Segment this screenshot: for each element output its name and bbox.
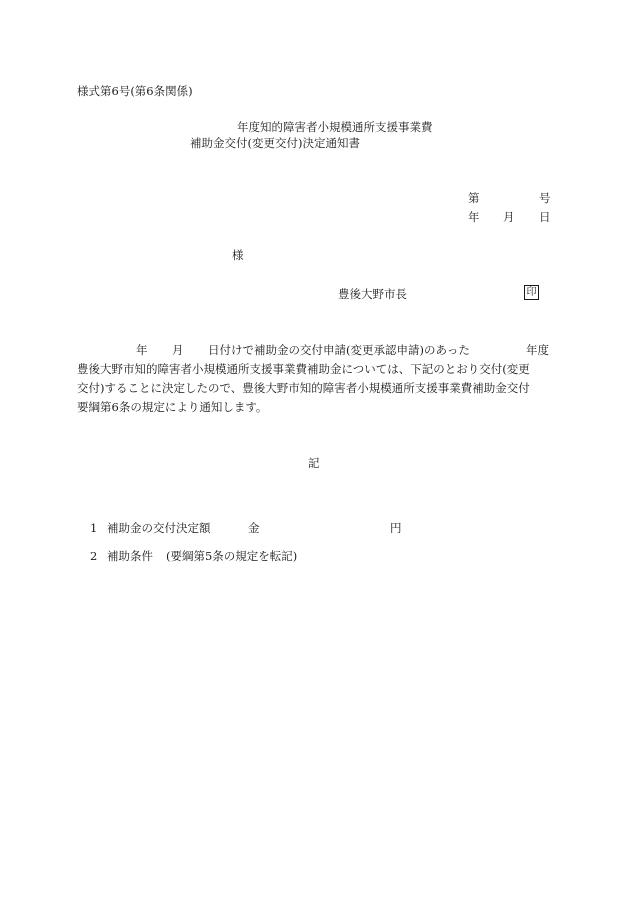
form-number: 様式第6号(第6条関係): [77, 84, 193, 98]
seal-icon: [524, 285, 539, 300]
addressee-honorific: 様: [232, 248, 244, 262]
item-label: 補助金の交付決定額: [107, 521, 211, 535]
body-line2: 豊後大野市知的障害者小規模通所支援事業費補助金については、下記のとおり交付(変更: [77, 362, 530, 376]
date-year: 年: [468, 210, 480, 224]
document-number-suffix: 号: [539, 191, 551, 205]
body-month: 月: [172, 343, 184, 357]
date-month: 月: [503, 210, 515, 224]
item-label: 補助条件: [107, 549, 153, 563]
document-number-prefix: 第: [468, 191, 480, 205]
document-title-line1: 年度知的障害者小規模通所支援事業費: [237, 120, 433, 134]
body-line4: 要綱第6条の規定により通知します。: [77, 400, 268, 414]
body-line1-text: 日付けで補助金の交付申請(変更承認申請)のあった: [208, 343, 470, 357]
amount-prefix: 金: [248, 521, 260, 535]
item-note: (要綱第5条の規定を転記): [166, 549, 298, 563]
item-number: 1: [90, 521, 98, 535]
document-title-line2: 補助金交付(変更交付)決定通知書: [190, 136, 360, 150]
seal-label: 印: [526, 286, 537, 298]
body-year: 年: [136, 343, 148, 357]
date-day: 日: [539, 210, 551, 224]
item-number: 2: [90, 549, 98, 563]
ki-heading: 記: [308, 456, 320, 470]
body-fiscal-year: 年度: [526, 343, 549, 357]
amount-unit: 円: [390, 521, 402, 535]
body-line3: 交付)することに決定したので、豊後大野市知的障害者小規模通所支援事業費補助金交付: [77, 381, 530, 395]
sender-name: 豊後大野市長: [338, 287, 407, 301]
